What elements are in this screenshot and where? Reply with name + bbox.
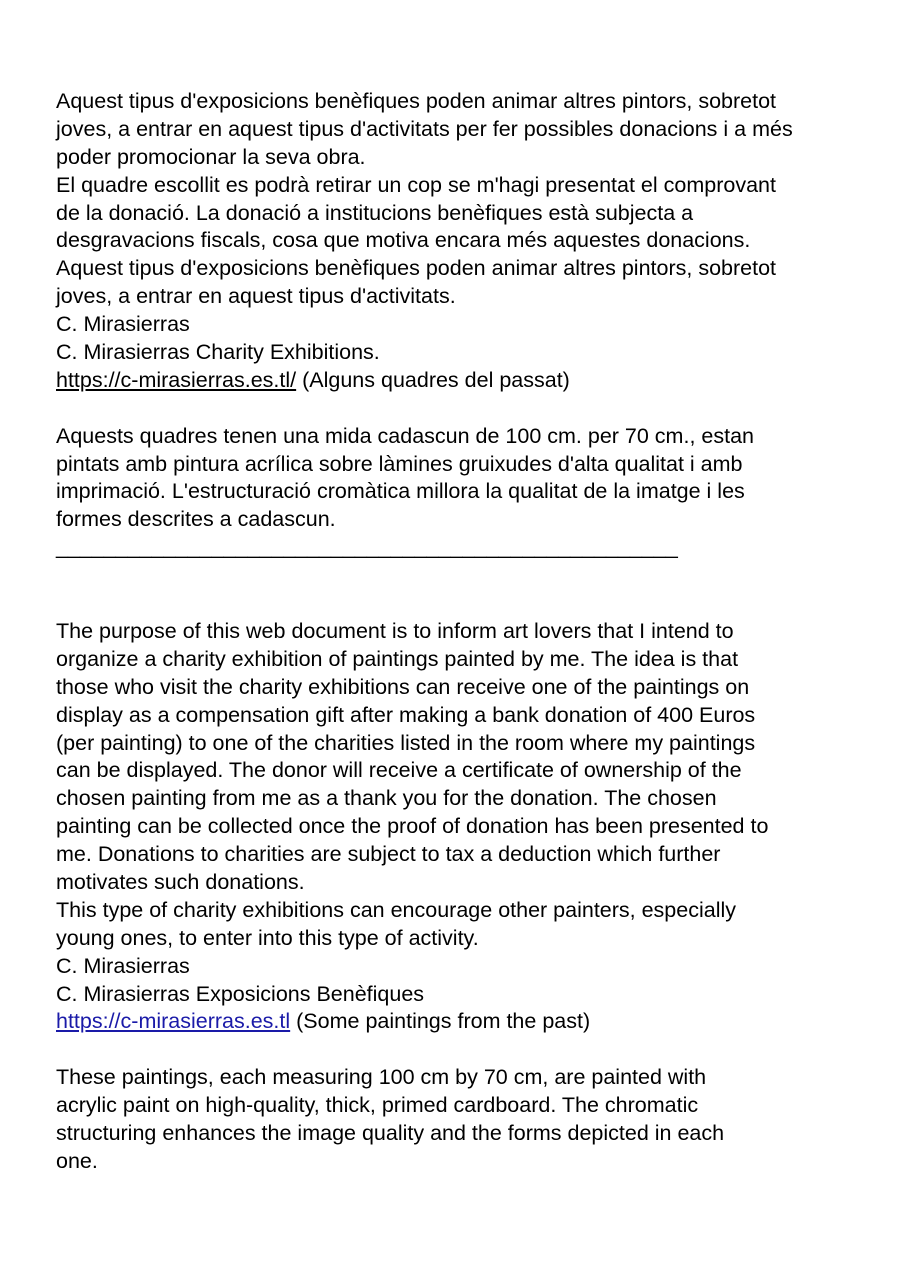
- english-paragraph-dimensions: [56, 1064, 902, 1176]
- text-line: This type of charity exhibitions can encourage other painters, especially: [56, 897, 737, 922]
- text-line: can be displayed. The donor will receive a certificate of ownership of the: [56, 758, 742, 783]
- text-line: me. Donations to charities are subject to tax a deduction which further: [56, 842, 721, 867]
- website-line: [56, 1008, 902, 1036]
- text-line: motivates such donations.: [56, 869, 305, 894]
- text-line: joves, a entrar en aquest tipus d'activitats.: [56, 284, 456, 309]
- document-page: [56, 88, 902, 1176]
- website-link[interactable]: https://c-mirasierras.es.tl: [56, 1009, 291, 1034]
- text-line: de la donació. La donació a institucions benèfiques està subjecta a: [56, 200, 694, 225]
- english-paragraph-purpose: [56, 618, 902, 897]
- text-line: young ones, to enter into this type of activity.: [56, 925, 479, 950]
- text-line: those who visit the charity exhibitions can receive one of the paintings on: [56, 674, 750, 699]
- website-link[interactable]: https://c-mirasierras.es.tl/: [56, 367, 297, 392]
- website-line: [56, 367, 902, 395]
- text-line: Aquest tipus d'exposicions benèfiques poden animar altres pintors, sobretot: [56, 89, 777, 113]
- author-name: C. Mirasierras: [56, 953, 190, 978]
- text-line: poder promocionar la seva obra.: [56, 144, 366, 169]
- catalan-paragraph-dimensions: [56, 423, 902, 535]
- spacer: [56, 562, 902, 618]
- text-line: chosen painting from me as a thank you for the donation. The chosen: [56, 786, 717, 811]
- text-line: organize a charity exhibition of paintings painted by me. The idea is that: [56, 646, 739, 671]
- series-title: C. Mirasierras Charity Exhibitions.: [56, 340, 380, 365]
- text-line: desgravacions fiscals, cosa que motiva encara més aquestes donacions.: [56, 228, 751, 253]
- website-link-caption: (Alguns quadres del passat): [296, 367, 570, 392]
- text-line: formes descrites a cadascun.: [56, 507, 336, 532]
- spacer: [56, 1036, 902, 1064]
- author-name: C. Mirasierras: [56, 312, 190, 337]
- text-line: The purpose of this web document is to inform art lovers that I intend to: [56, 618, 734, 643]
- english-paragraph-encourage: [56, 897, 902, 953]
- catalan-paragraph-encourage: [56, 255, 902, 311]
- series-title: C. Mirasierras Exposicions Benèfiques: [56, 981, 425, 1006]
- text-line: El quadre escollit es podrà retirar un cop se m'hagi presentat el comprovant: [56, 172, 776, 197]
- text-line: painting can be collected once the proof of donation has been presented to: [56, 814, 769, 839]
- spacer: [56, 395, 902, 423]
- website-link-caption: (Some paintings from the past): [290, 1009, 591, 1034]
- text-line: pintats amb pintura acrílica sobre làmines gruixudes d'alta qualitat i amb: [56, 451, 743, 476]
- text-line: Aquests quadres tenen una mida cadascun de 100 cm. per 70 cm., estan: [56, 423, 754, 448]
- text-line: acrylic paint on high-quality, thick, primed cardboard. The chromatic: [56, 1093, 699, 1118]
- text-line: structuring enhances the image quality and the forms depicted in each: [56, 1120, 725, 1145]
- text-line: one.: [56, 1148, 98, 1173]
- text-line: These paintings, each measuring 100 cm by 70 cm, are painted with: [56, 1065, 707, 1090]
- text-line: joves, a entrar en aquest tipus d'activitats per fer possibles donacions i a més: [56, 116, 793, 141]
- text-line: display as a compensation gift after making a bank donation of 400 Euros: [56, 702, 756, 727]
- section-divider: ____________________________________________________: [56, 535, 678, 560]
- catalan-paragraph-donation: [56, 172, 902, 256]
- catalan-paragraph-promotion: [56, 88, 902, 172]
- text-line: imprimació. L'estructuració cromàtica millora la qualitat de la imatge i les: [56, 479, 745, 504]
- text-line: (per painting) to one of the charities listed in the room where my paintings: [56, 730, 756, 755]
- text-line: Aquest tipus d'exposicions benèfiques poden animar altres pintors, sobretot: [56, 256, 777, 281]
